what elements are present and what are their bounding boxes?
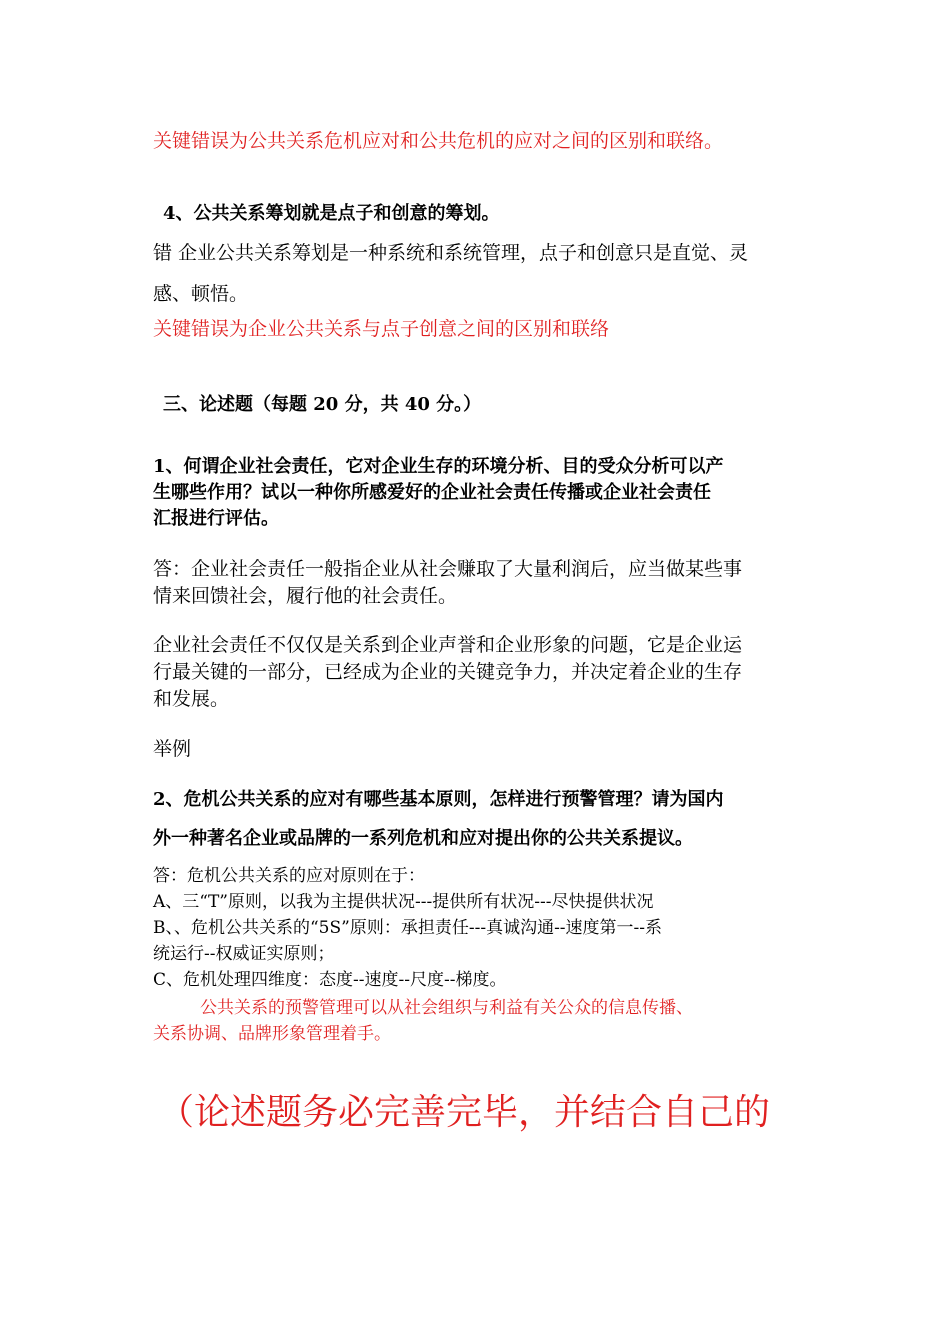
key-error-note-3: 关键错误为公共关系危机应对和公共危机的应对之间的区别和联络。 [153,130,724,152]
essay-1-example: 举例 [153,738,192,760]
essay-2-title-line-2: 外一种著名企业或品牌的一系列危机和应对提出你的公共关系提议。 [153,828,693,849]
question-4-title: 4、公共关系筹划就是点子和创意的筹划。 [163,203,500,224]
essay-2-answer-red-line-2: 关系协调、品牌形象管理着手。 [153,1024,391,1044]
essay-2-answer-b-line-2: 统运行--权威证实原则； [153,944,335,964]
essay-2-answer-red-line-1: 公共关系的预警管理可以从社会组织与利益有关公众的信息传播、 [200,998,693,1018]
essay-1-answer-p1-line-1: 答：企业社会责任一般指企业从社会赚取了大量利润后，应当做某些事 [153,558,743,580]
essay-1-title-line-2: 生哪些作用？试以一种你所感爱好的企业社会责任传播或企业社会责任 [153,482,711,503]
question-4-answer-line-2: 感、顿悟。 [153,283,249,305]
question-4-answer-line-1: 错 企业公共关系筹划是一种系统和系统管理，点子和创意只是直觉、灵 [153,242,749,264]
essay-2-answer-c: C、危机处理四维度：态度--速度--尺度--梯度。 [153,970,507,990]
essay-1-title-line-3: 汇报进行评估。 [153,508,279,529]
section-3-title: 三、论述题（每题 20 分，共 40 分。） [163,394,482,415]
essay-2-answer-a: A、三“T”原则，以我为主提供状况---提供所有状况---尽快提供状况 [153,892,654,912]
essay-1-title-line-1: 1、何谓企业社会责任，它对企业生存的环境分析、目的受众分析可以产 [153,456,724,477]
essay-1-answer-p2-line-3: 和发展。 [153,688,230,710]
key-error-note-4: 关键错误为企业公共关系与点子创意之间的区别和联络 [153,318,610,340]
essay-2-answer-intro: 答：危机公共关系的应对原则在于： [153,866,425,886]
essay-1-answer-p2-line-1: 企业社会责任不仅仅是关系到企业声誉和企业形象的问题，它是企业运 [153,634,743,656]
essay-1-answer-p2-line-2: 行最关键的一部分，已经成为企业的关键竞争力，并决定着企业的生存 [153,661,743,683]
essay-1-answer-p1-line-2: 情来回馈社会，履行他的社会责任。 [153,585,458,607]
essay-2-title-line-1: 2、危机公共关系的应对有哪些基本原则，怎样进行预警管理？请为国内 [153,789,724,810]
essay-2-answer-b-line-1: B、、危机公共关系的“5S”原则：承担责任---真诚沟通--速度第一--系 [153,918,663,938]
footer-note: （论述题务必完善完毕，并结合自己的 [158,1092,771,1133]
